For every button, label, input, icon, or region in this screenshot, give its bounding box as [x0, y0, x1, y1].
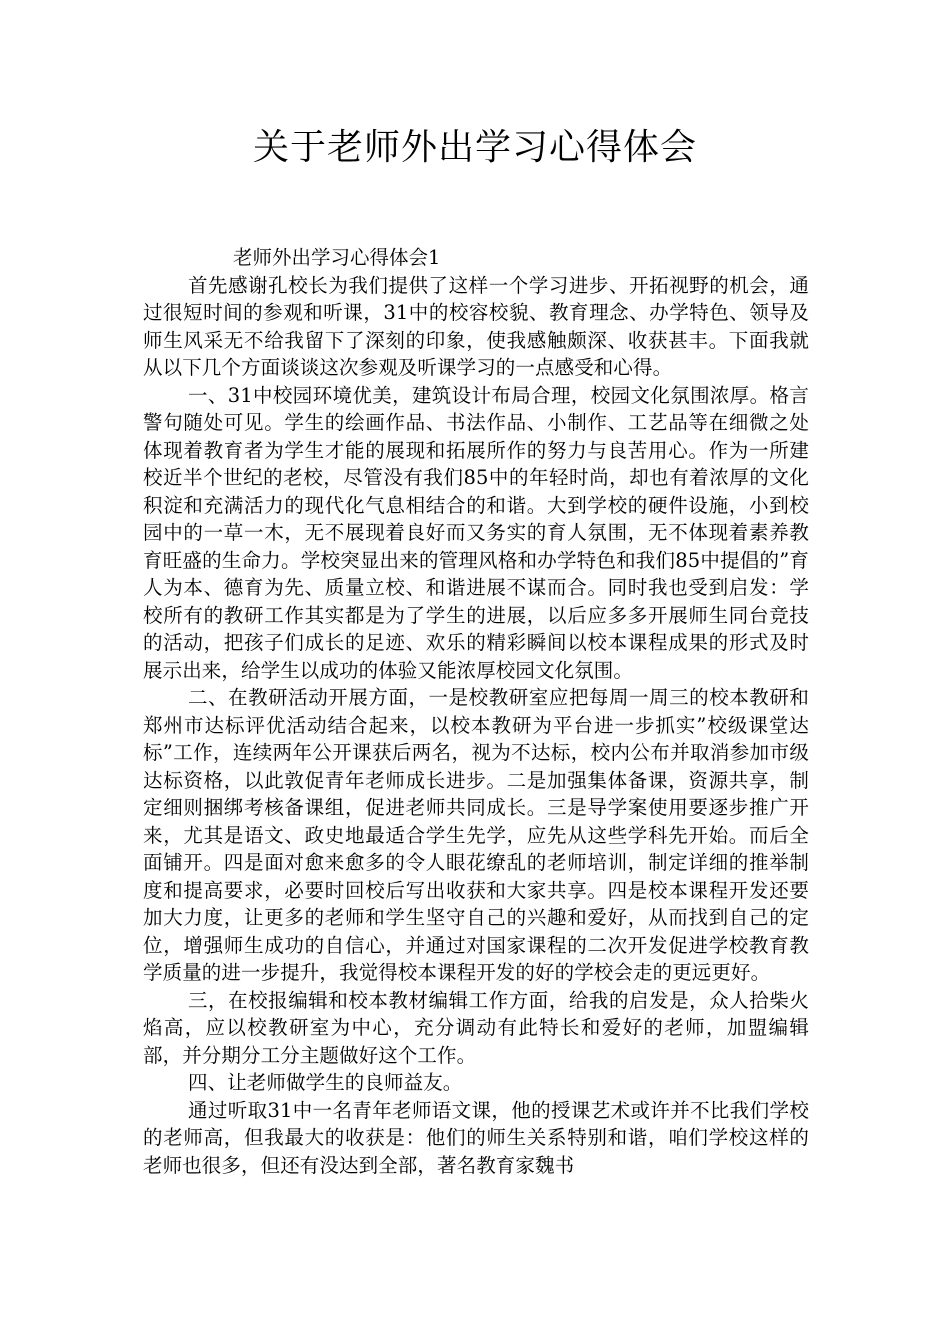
document-title: 关于老师外出学习心得体会 — [252, 127, 697, 168]
section-title: 老师外出学习心得体会1 — [233, 246, 441, 269]
paragraph-lesson-observation: 通过听取31中一名青年老师语文课，他的授课艺术或许并不比我们学校的老师高，但我最大的收获是：他们的师生关系特别和谐，咱们学校这样的老师也很多，但还有没达到全部，著名教育家魏书 — [143, 1098, 809, 1177]
paragraph-heading-four: 四、让老师做学生的良师益友。 — [188, 1071, 463, 1094]
paragraph-teaching-research: 二、在教研活动开展方面，一是校教研室应把每周一周三的校本教研和郑州市达标评优活动结合起来，以校本教研为平台进一步抓实”校级课堂达标”工作，连续两年公开课获后两名，视为不达标，校内公布并取消参加市级达标资格，以此敦促青年老师成长进步。二是加强集体备课，资源共享，制定细则捆绑考核备课组，促进老师共同成长。三是导学案使用要逐步推广开来，尤其是语文、政史地最适合学生先学，应先从这些学科先开始。而后全面铺开。四是面对愈来愈多的令人眼花缭乱的老师培训，制定详细的推举制度和提高要求，必要时回校后写出收获和大家共享。四是校本课程开发还要加大力度，让更多的老师和学生坚守自己的兴趣和爱好，从而找到自己的定位，增强师生成功的自信心，并通过对国家课程的二次开发促进学校教育教学质量的进一步提升，我觉得校本课程开发的好的学校会走的更远更好。 — [143, 686, 809, 984]
document-body — [143, 244, 809, 1179]
paragraph-editing-work: 三，在校报编辑和校本教材编辑工作方面，给我的启发是，众人拾柴火焰高，应以校教研室为中心，充分调动有此特长和爱好的老师，加盟编辑部，并分期分工分主题做好这个工作。 — [143, 988, 809, 1067]
paragraph-intro: 首先感谢孔校长为我们提供了这样一个学习进步、开拓视野的机会，通过很短时间的参观和听课，31中的校容校貌、教育理念、办学特色、领导及师生风采无不给我留下了深刻的印象，使我感触颇深、收获甚丰。下面我就从以下几个方面谈谈这次参观及听课学习的一点感受和心得。 — [143, 273, 809, 379]
paragraph-campus-environment: 一、31中校园环境优美，建筑设计布局合理，校园文化氛围浓厚。格言警句随处可见。学生的绘画作品、书法作品、小制作、工艺品等在细微之处体现着教育者为学生才能的展现和拓展所作的努力与良苦用心。作为一所建校近半个世纪的老校，尽管没有我们85中的年轻时尚，却也有着浓厚的文化积淀和充满活力的现代化气息相结合的和谐。大到学校的硬件设施，小到校园中的一草一木，无不展现着良好而又务实的育人氛围，无不体现着素养教育旺盛的生命力。学校突显出来的管理风格和办学特色和我们85中提倡的”育人为本、德育为先、质量立校、和谐进展不谋而合。同时我也受到启发：学校所有的教研工作其实都是为了学生的进展，以后应多多开展师生同台竞技的活动，把孩子们成长的足迹、欢乐的精彩瞬间以校本课程成果的形式及时展示出来，给学生以成功的体验又能浓厚校园文化氛围。 — [143, 383, 809, 682]
